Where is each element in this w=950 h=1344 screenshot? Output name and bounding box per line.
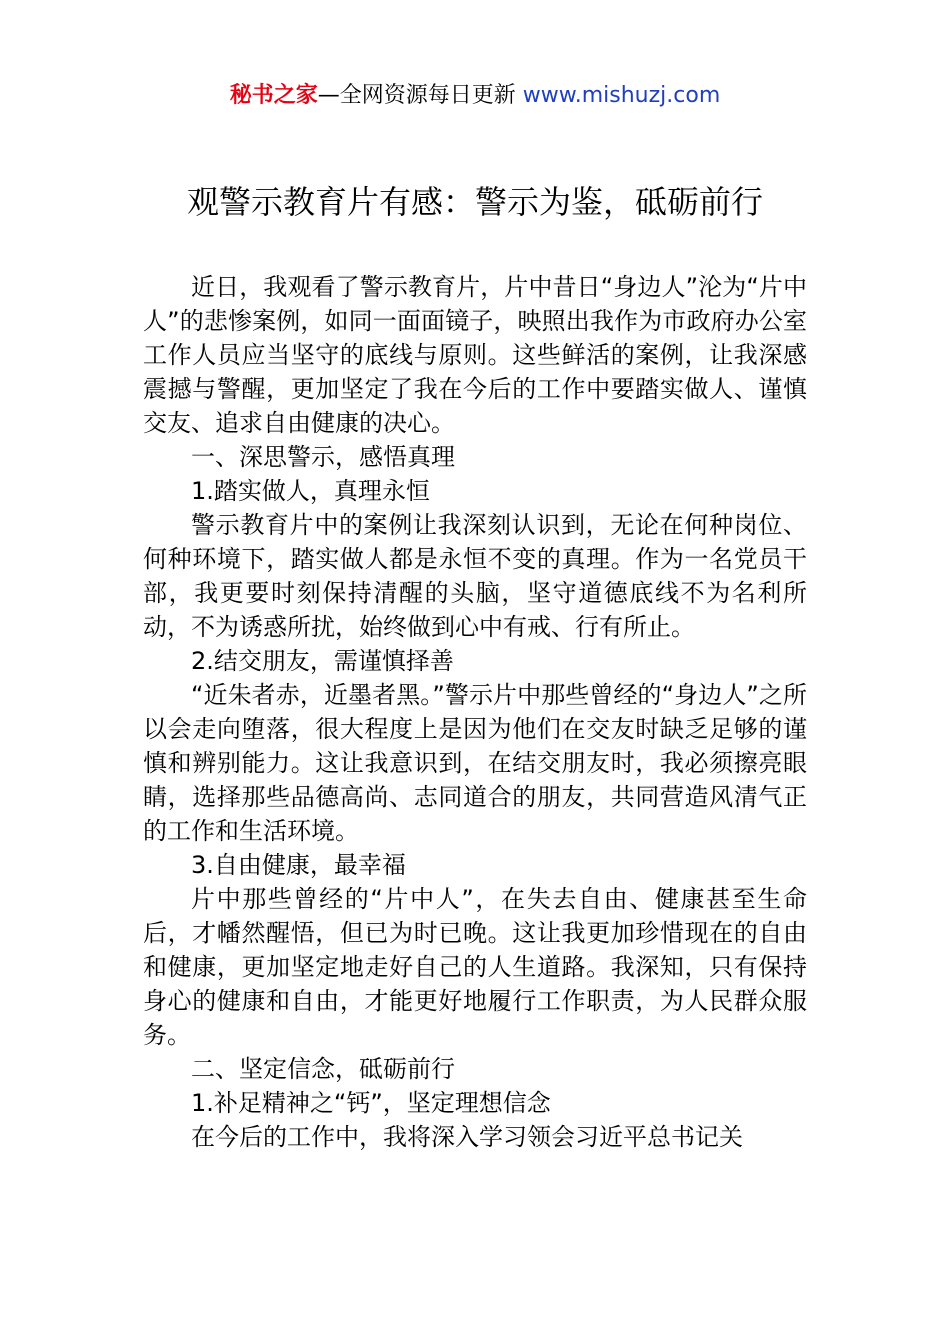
document-body xyxy=(143,270,807,1154)
subheading-1-2: 2.结交朋友，需谨慎择善 xyxy=(191,647,454,675)
paragraph-1-3: 片中那些曾经的“片中人”，在失去自由、健康甚至生命后，才幡然醒悟，但已为时已晚。这让我更加珍惜现在的自由和健康，更加坚定地走好自己的人生道路。我深知，只有保持身心的健康和自由，才能更好地履行工作职责，为人民群众服务。 xyxy=(143,885,807,1049)
site-brand: 秘书之家 xyxy=(229,83,318,108)
site-tagline: —全网资源每日更新 xyxy=(317,83,516,108)
subheading-2-1: 1.补足精神之“钙”，坚定理想信念 xyxy=(191,1089,551,1117)
site-header xyxy=(0,80,950,112)
subheading-1-3: 3.自由健康，最幸福 xyxy=(191,851,406,879)
site-url-link[interactable]: www.mishuzj.com xyxy=(522,83,721,108)
section-heading-2: 二、坚定信念，砥砺前行 xyxy=(191,1055,455,1083)
section-heading-1: 一、深思警示，感悟真理 xyxy=(191,443,455,471)
paragraph-1-2: “近朱者赤，近墨者黑。”警示片中那些曾经的“身边人”之所以会走向堕落，很大程度上是因为他们在交友时缺乏足够的谨慎和辨别能力。这让我意识到，在结交朋友时，我必须擦亮眼睛，选择那些品德高尚、志同道合的朋友，共同营造风清气正的工作和生活环境。 xyxy=(143,681,807,845)
paragraph-1-1: 警示教育片中的案例让我深刻认识到，无论在何种岗位、何种环境下，踏实做人都是永恒不变的真理。作为一名党员干部，我更要时刻保持清醒的头脑，坚守道德底线不为名利所动，不为诱惑所扰，始终做到心中有戒、行有所止。 xyxy=(143,511,807,641)
document-title: 观警示教育片有感：警示为鉴，砥砺前行 xyxy=(186,183,763,221)
subheading-1-1: 1.踏实做人，真理永恒 xyxy=(191,477,430,505)
paragraph-intro: 近日，我观看了警示教育片，片中昔日“身边人”沦为“片中人”的悲惨案例，如同一面面镜子，映照出我作为市政府办公室工作人员应当坚守的底线与原则。这些鲜活的案例，让我深感震撼与警醒，更加坚定了我在今后的工作中要踏实做人、谨慎交友、追求自由健康的决心。 xyxy=(143,273,807,437)
paragraph-2-1: 在今后的工作中，我将深入学习领会习近平总书记关 xyxy=(191,1123,743,1151)
